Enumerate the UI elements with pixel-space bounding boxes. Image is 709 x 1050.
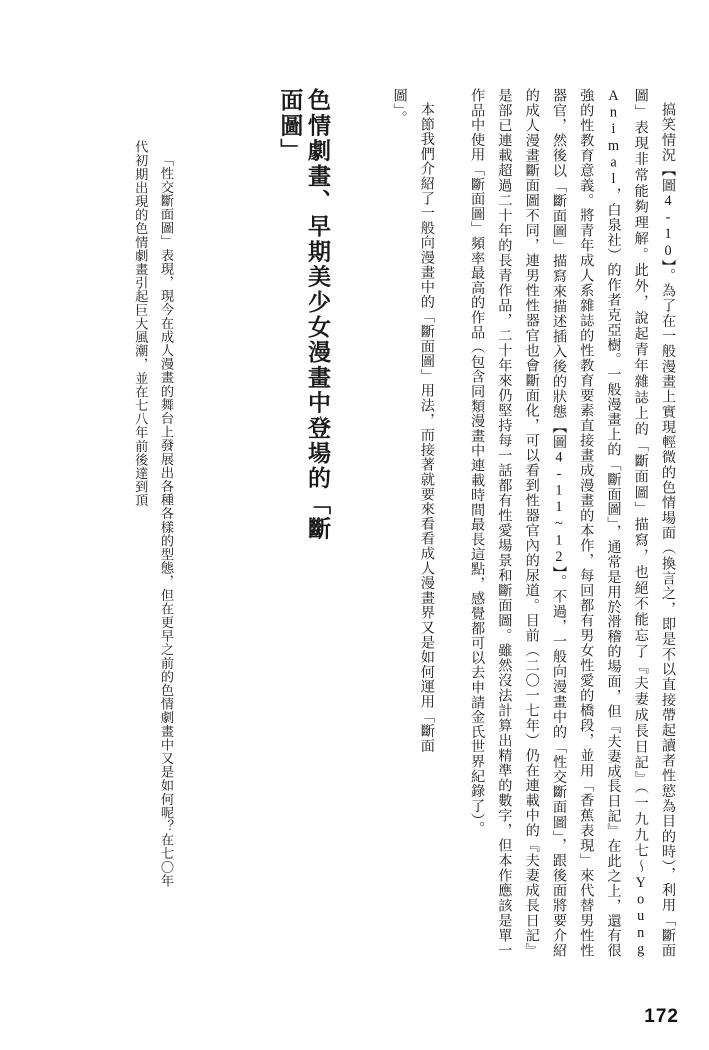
page-number: 172 xyxy=(644,1006,679,1027)
body-paragraph-2-column xyxy=(371,88,454,788)
caption-text: 「性交斷面圖」表現，現今在成人漫畫的舞台上發展出各種各樣的型態，但在更早之前的色情劇畫中又是如何呢？在七〇年代初期出現的色情劇畫引起巨大風潮，並在七八年前後達到頂 xyxy=(133,140,174,888)
body-paragraph-2: 本節我們介紹了一般向漫畫中的「斷面圖」用法，而接著就要來看看成人漫畫界又是如何運用「斷面圖」。 xyxy=(391,88,435,754)
section-heading: 色情劇畫、早期美少女漫畫中登場的「斷面圖」 xyxy=(277,88,331,542)
body-paragraph-1: 搞笑情況【圖4-10】。為了在一般漫畫上實現輕微的色情場面（換言之，即是不以直接帶起讀者性慾為目的時），利用「斷面圖」表現非常能夠理解。此外，說起青年雜誌上的「斷面圖」描寫，也絕不能忘了『夫妻成長日記』（一九九七～Young Animal，白泉社）的作者克亞樹。一般漫畫上的「斷面圖」，通常是用於滑稽的場面，但『夫妻成長日記』在此之上，還有很強的性教育意義。將青年成人系雜誌的性教育要素直接畫成漫畫的本作，每回都有男女性愛的橋段，並用「香蕉表現」來代替男性性器官，然後以「斷面圖」描寫來描述插入後的狀態【圖4-11~12】。不過，一般向漫畫中的「性交斷面圖」，跟後面將要介紹的成人漫畫斷面圖不同，連男性性器官也會斷面化，可以看到性器官內的尿道。目前（二〇一七年）仍在連載中的『夫妻成長日記』是部已連載超過二十年的長青作品，二十年來仍堅持每一話都有性愛場景和斷面圖。雖然沒法計算出精準的數字，但本作應該是單一作品中使用「斷面圖」頻率最高的作品（包含同類漫畫中連載時間最長這點，感覺都可以去申請金氏世界紀錄了）。 xyxy=(469,88,676,958)
